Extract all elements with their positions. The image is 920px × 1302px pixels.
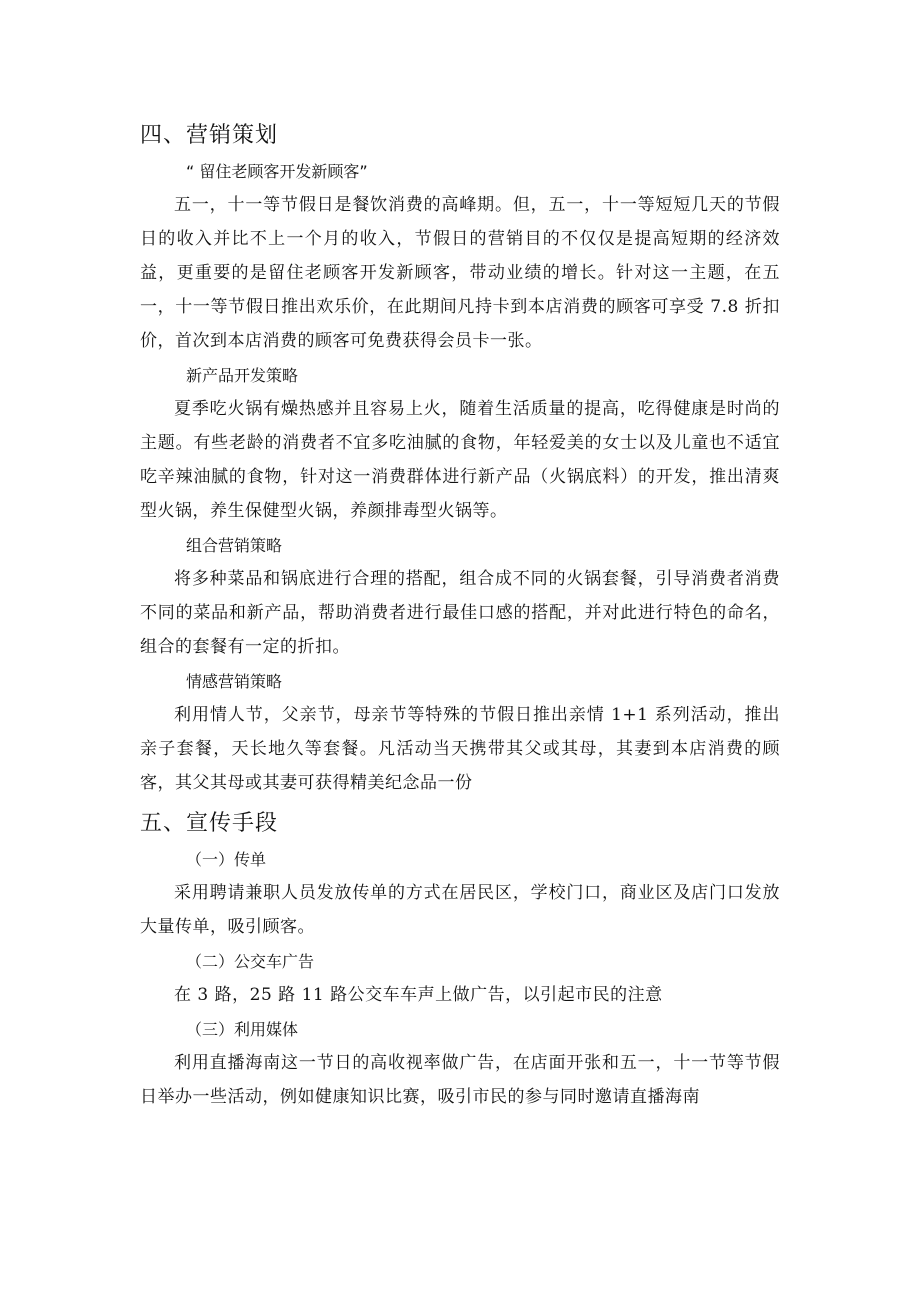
section-heading-marketing-plan: 四、营销策划 [140, 123, 279, 148]
document-body [140, 118, 780, 1114]
subheading-media: （三）利用媒体 [186, 1020, 299, 1039]
paragraph-combo-marketing-strategy: 将多种菜品和锅底进行合理的搭配，组合成不同的火锅套餐，引导消费者消费不同的菜品和新产品，帮助消费者进行最佳口感的搭配，并对此进行特色的命名，组合的套餐有一定的折扣。 [140, 569, 780, 657]
subheading-retain-customers: “ 留住老顾客开发新顾客” [186, 162, 368, 181]
paragraph-bus-ads: 在 3 路，25 路 11 路公交车车声上做广告，以引起市民的注意 [174, 985, 663, 1005]
paragraph-retain-customers: 五一，十一等节假日是餐饮消费的高峰期。但，五一，十一等短短几天的节假日的收入并比不上一个月的收入，节假日的营销目的不仅仅是提高短期的经济效益，更重要的是留住老顾客开发新顾客，带动业绩的增长。针对这一主题，在五一，十一等节假日推出欢乐价，在此期间凡持卡到本店消费的顾客可享受 7.8 折扣价，首次到本店消费的顾客可免费获得会员卡一张。 [140, 195, 780, 351]
paragraph-media: 利用直播海南这一节日的高收视率做广告，在店面开张和五一，十一节等节假日举办一些活动，例如健康知识比赛，吸引市民的参与同时邀请直播海南 [140, 1053, 780, 1107]
paragraph-new-product-strategy: 夏季吃火锅有燥热感并且容易上火，随着生活质量的提高，吃得健康是时尚的主题。有些老龄的消费者不宜多吃油腻的食物，年轻爱美的女士以及儿童也不适宜吃辛辣油腻的食物，针对这一消费群体进行新产品（火锅底料）的开发，推出清爽型火锅，养生保健型火锅，养颜排毒型火锅等。 [140, 399, 780, 521]
paragraph-flyers: 采用聘请兼职人员发放传单的方式在居民区，学校门口，商业区及店门口发放大量传单，吸引顾客。 [140, 883, 780, 937]
subheading-combo-marketing-strategy: 组合营销策略 [186, 536, 283, 555]
subheading-bus-ads: （二）公交车广告 [186, 952, 315, 971]
subheading-flyers: （一）传单 [186, 850, 267, 869]
subheading-new-product-strategy: 新产品开发策略 [186, 366, 299, 385]
paragraph-emotional-marketing-strategy: 利用情人节，父亲节，母亲节等特殊的节假日推出亲情 1+1 系列活动，推出亲子套餐，天长地久等套餐。凡活动当天携带其父或其母，其妻到本店消费的顾客，其父其母或其妻可获得精美纪念品一份 [140, 705, 780, 793]
subheading-emotional-marketing-strategy: 情感营销策略 [186, 672, 283, 691]
section-heading-promotion-methods: 五、宣传手段 [140, 811, 279, 836]
